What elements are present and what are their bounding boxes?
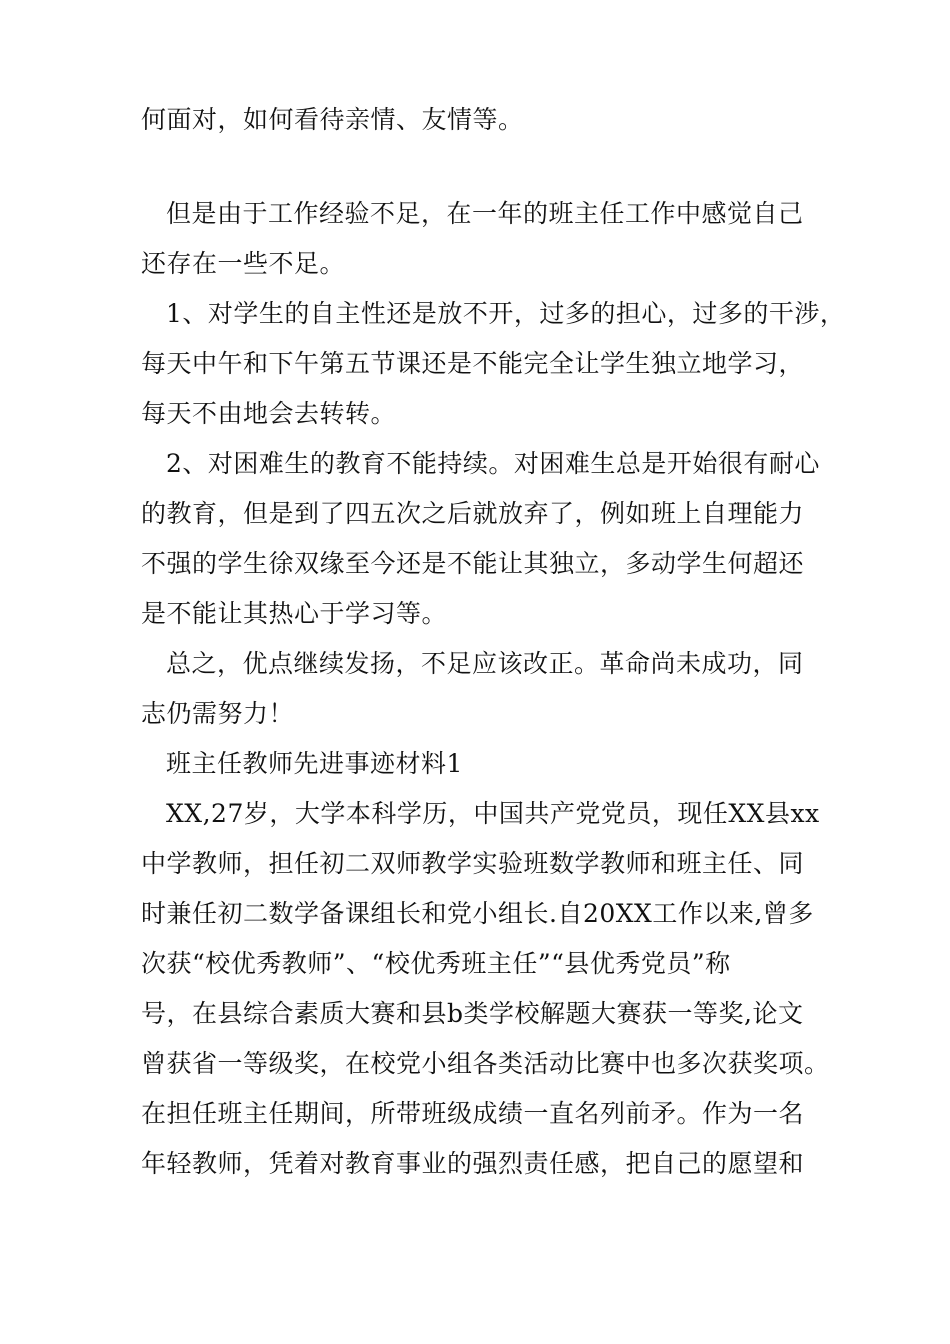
section-heading: 班主任教师先进事迹材料1 <box>166 749 463 778</box>
text-line: 的教育，但是到了四五次之后就放弃了，例如班上自理能力 <box>141 499 805 528</box>
text-line: 每天中午和下午第五节课还是不能完全让学生独立地学习， <box>141 349 805 378</box>
text-line: XX,27岁，大学本科学历，中国共产党党员，现任XX县xx <box>166 799 820 828</box>
text-line: 志仍需努力！ <box>141 699 295 728</box>
text-line: 但是由于工作经验不足，在一年的班主任工作中感觉自己 <box>166 199 804 228</box>
text-line: 时兼任初二数学备课组长和党小组长.自20XX工作以来,曾多 <box>141 899 814 928</box>
text-line: 总之，优点继续发扬，不足应该改正。革命尚未成功，同 <box>166 649 804 678</box>
text-line: 不强的学生徐双缘至今还是不能让其独立，多动学生何超还 <box>141 549 805 578</box>
text-line: 1、对学生的自主性还是放不开，过多的担心，过多的干涉， <box>166 299 846 328</box>
text-line: 次获“校优秀教师”、“校优秀班主任”“县优秀党员”称 <box>141 949 731 978</box>
text-line: 2、对困难生的教育不能持续。对困难生总是开始很有耐心 <box>166 449 820 478</box>
text-line: 还存在一些不足。 <box>141 249 346 278</box>
text-line: 号，在县综合素质大赛和县b类学校解题大赛获一等奖,论文 <box>141 999 804 1028</box>
text-line: 在担任班主任期间，所带班级成绩一直名列前矛。作为一名 <box>141 1099 805 1128</box>
text-line: 中学教师，担任初二双师教学实验班数学教师和班主任、同 <box>141 849 805 878</box>
text-line: 是不能让其热心于学习等。 <box>141 599 448 628</box>
text-line: 年轻教师，凭着对教育事业的强烈责任感，把自己的愿望和 <box>141 1149 805 1178</box>
text-line: 每天不由地会去转转。 <box>141 399 397 428</box>
text-line: 曾获省一等级奖，在校党小组各类活动比赛中也多次获奖项。 <box>141 1049 830 1078</box>
text-line: 何面对，如何看待亲情、友情等。 <box>141 105 524 134</box>
